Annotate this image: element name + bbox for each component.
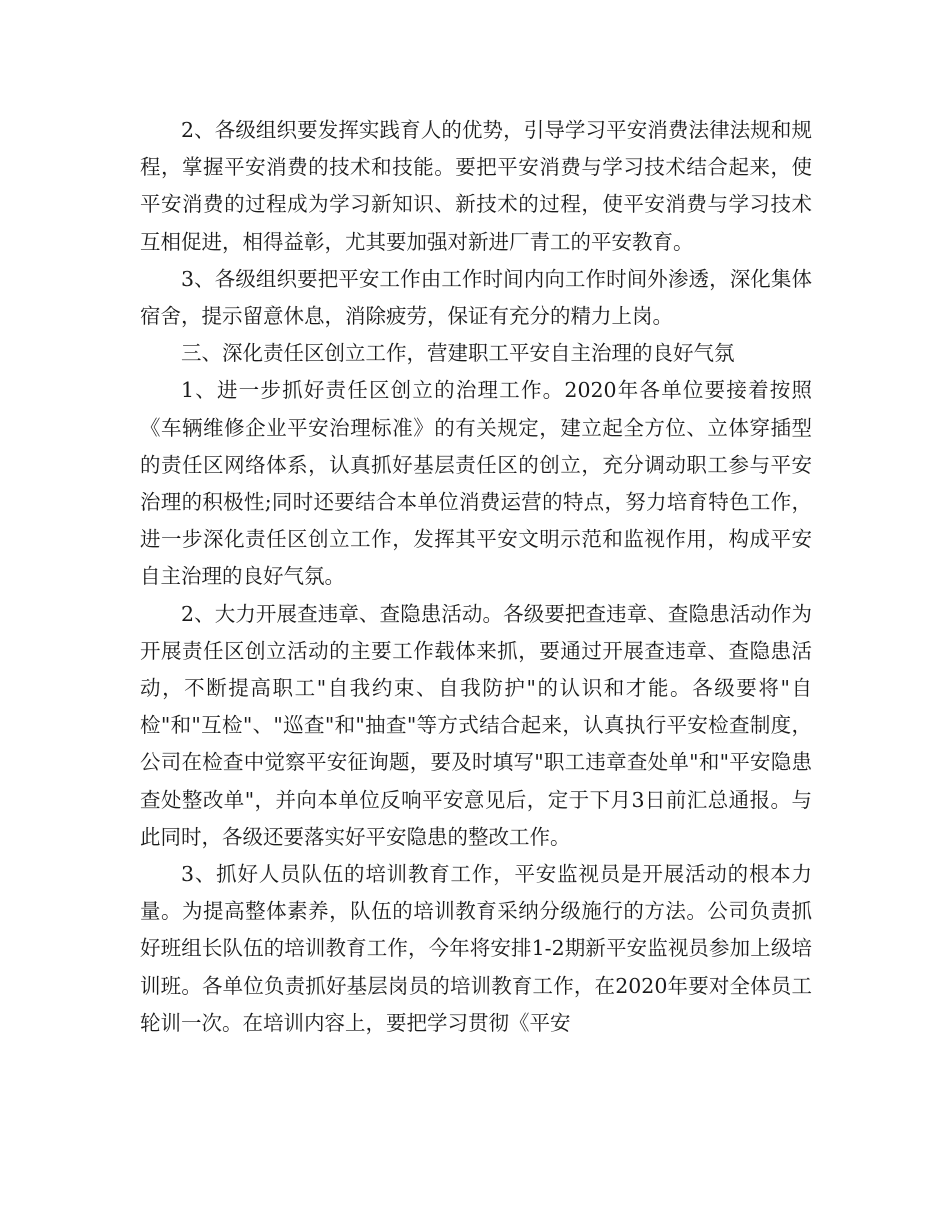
paragraph-zone-management: 1、进一步抓好责任区创立的治理工作。2020年各单位要接着按照《车辆维修企业平安治理标准》的有关规定，建立起全方位、立体穿插型的责任区网络体系，认真抓好基层责任区的创立，充分调动职工参与平安治理的积极性;同时还要结合本单位消费运营的特点，努力培育特色工作，进一步深化责任区创立工作，发挥其平安文明示范和监视作用，构成平安自主治理的良好气氛。 [140,378,812,589]
section-heading-responsibility-zone: 三、深化责任区创立工作，营建职工平安自主治理的良好气氛 [181,341,735,366]
paragraph-org-practice: 2、各级组织要发挥实践育人的优势，引导学习平安消费法律法规和规程，掌握平安消费的技术和技能。要把平安消费与学习技术结合起来，使平安消费的过程成为学习新知识、新技术的过程，使平安消费与学习技术互相促进，相得益彰，尤其要加强对新进厂青工的平安教育。 [140,118,812,254]
paragraph-training: 3、抓好人员队伍的培训教育工作，平安监视员是开展活动的根本力量。为提高整体素养，队伍的培训教育采纳分级施行的方法。公司负责抓好班组长队伍的培训教育工作，今年将安排1-2期新平安监视员参加上级培训班。各单位负责抓好基层岗员的培训教育工作，在2020年要对全体员工轮训一次。在培训内容上，要把学习贯彻《平安 [140,862,812,1035]
paragraph-work-time: 3、各级组织要把平安工作由工作时间内向工作时间外渗透，深化集体宿舍，提示留意休息，消除疲劳，保证有充分的精力上岗。 [140,266,812,329]
document-body [140,112,812,1042]
paragraph-inspection-activity: 2、大力开展查违章、查隐患活动。各级要把查违章、查隐患活动作为开展责任区创立活动的主要工作载体来抓，要通过开展查违章、查隐患活动，不断提高职工"自我约束、自我防护"的认识和才能。各级要将"自检"和"互检"、"巡查"和"抽查"等方式结合起来，认真执行平安检查制度，公司在检查中觉察平安征询题，要及时填写"职工违章查处单"和"平安隐患查处整改单"，并向本单位反响平安意见后，定于下月3日前汇总通报。与此同时，各级还要落实好平安隐患的整改工作。 [140,601,812,849]
